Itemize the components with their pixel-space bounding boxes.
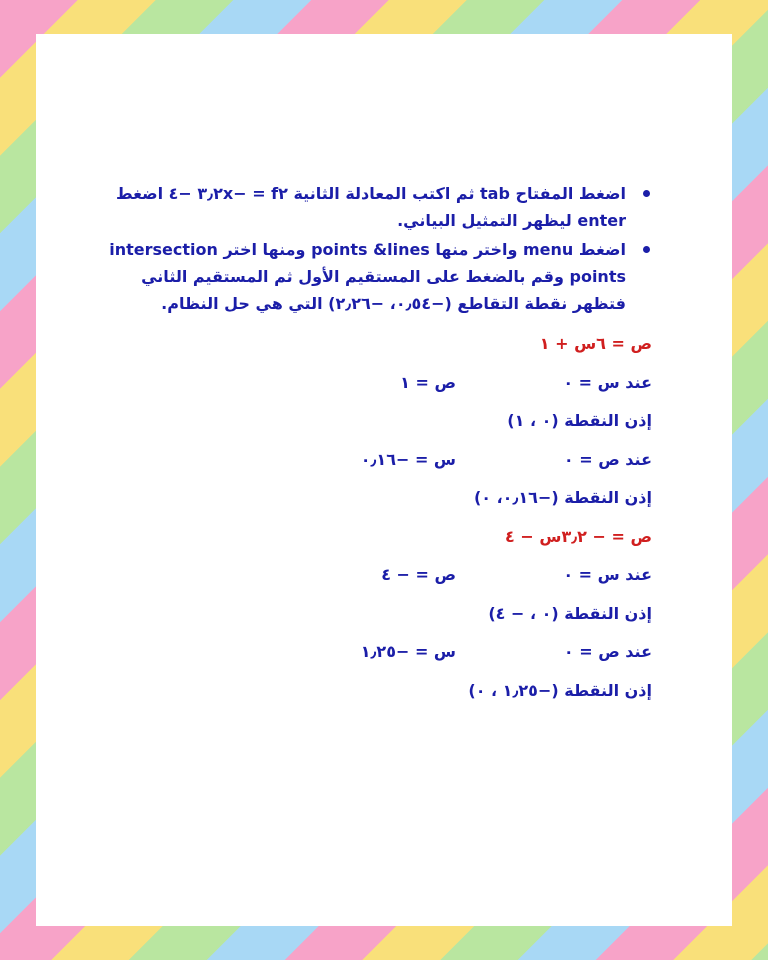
equation-2-point-1: إذن النقطة (٠ ، − ٤) — [488, 603, 652, 623]
instruction-text: اضغط menu واختر منها points &lines ومنها اختر intersection points وقم بالضغط على المستقيم الأول ثم المستقيم الثاني فتظهر نقطة التقاطع (−٠٫٥٤، −٢٫٢٦) التي هي حل النظام. — [109, 240, 626, 313]
equation-1-title: ص = ٦س + ١ — [539, 334, 652, 353]
equation-2-point-2: إذن النقطة (−١٫٢٥ ، ٠) — [468, 680, 652, 700]
equation-1-row-2 — [84, 441, 652, 480]
equation-1-point-2: إذن النقطة (−٠٫١٦، ٠) — [473, 488, 652, 507]
lesson-content — [84, 180, 652, 710]
equation-1-point-1: إذن النقطة (٠ ، ١) — [507, 411, 652, 430]
result-text: س = −١٫٢٥ — [360, 642, 456, 661]
bullet-icon — [643, 190, 650, 197]
condition-text: عند ص = ٠ — [563, 449, 652, 469]
equation-2-row-2 — [84, 633, 652, 672]
result-text: ص = − ٤ — [381, 565, 456, 584]
equation-1-row-1 — [84, 364, 652, 403]
instruction-item — [84, 180, 626, 234]
equation-2-title: ص = − ٣٫٢س − ٤ — [505, 526, 652, 546]
condition-text: عند ص = ٠ — [563, 642, 652, 661]
instruction-text: اضغط المفتاح tab ثم اكتب المعادلة الثانية f٢ = −٣٫٢x −٤ اضغط enter ليظهر التمثيل البياني. — [115, 184, 626, 230]
result-text: س = −٠٫١٦ — [360, 449, 456, 469]
equation-2-row-1 — [84, 556, 652, 595]
condition-text: عند س = ٠ — [563, 565, 652, 584]
instruction-list — [84, 180, 652, 317]
page — [36, 34, 732, 926]
result-text: ص = ١ — [400, 372, 456, 392]
condition-text: عند س = ٠ — [563, 372, 652, 392]
bullet-icon — [643, 246, 650, 253]
instruction-item — [84, 236, 626, 317]
